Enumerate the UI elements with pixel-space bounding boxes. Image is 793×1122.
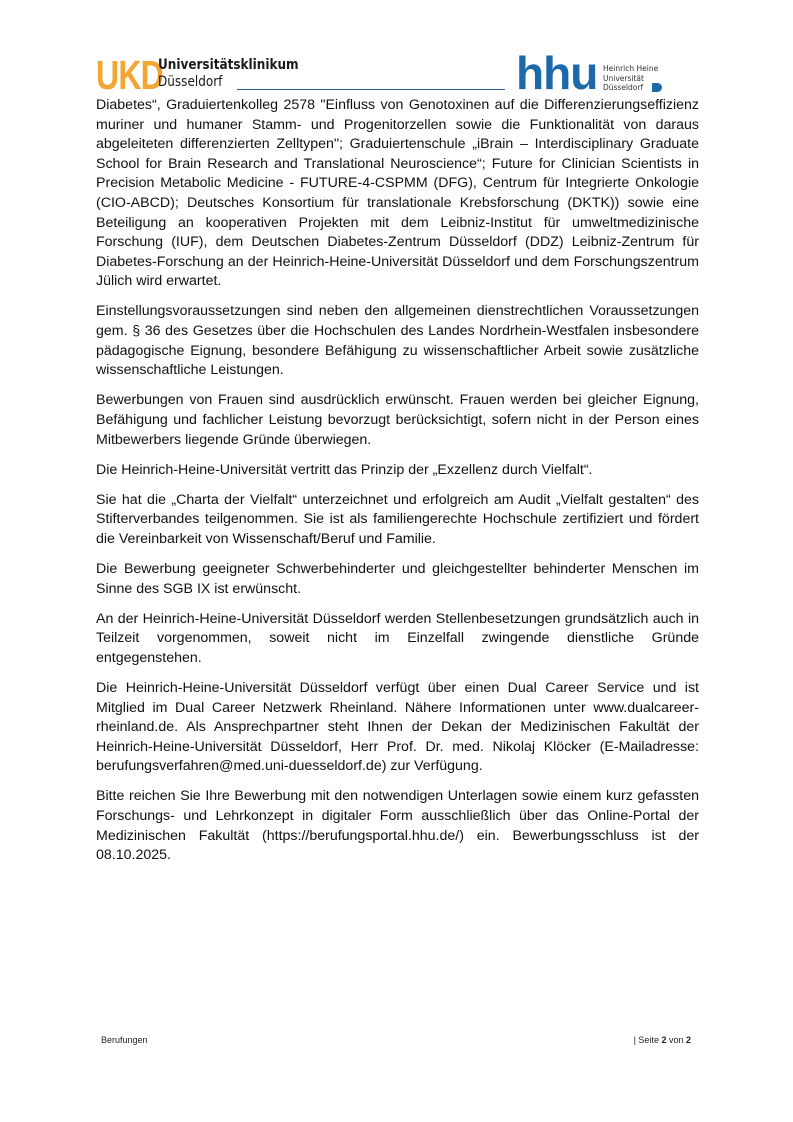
ukd-logo-name-line1: Universitätsklinikum: [158, 57, 299, 73]
page-number-current: 2: [661, 1035, 667, 1045]
hhu-logo-name-line2: Universität: [603, 73, 644, 83]
footer-section-label: Berufungen: [101, 1035, 148, 1045]
paragraph-research-collaborations: Diabetes“, Graduiertenkolleg 2578 "Einfluss von Genotoxinen auf die Differenzierungseffizienz muriner und humaner Stamm- und Progenitorzellen sowie die Funktionalität von daraus abgeleiteten differenzierten Zelltypen"; Graduiertenschule „iBrain – Interdisciplinary Graduate School for Brain Research and Translational Neuroscience“; Future for Clinician Scientists in Precision Metabolic Medicine - FUTURE-4-CSPMM (DFG), Centrum für Integrierte Onkologie (CIO-ABCD); Deutsches Konsortium für translationale Krebsforschung (DKTK)) sowie eine Beteiligung an kooperativen Projekten mit dem Leibniz-Institut für umweltmedizinische Forschung (IUF), dem Deutschen Diabetes-Zentrum Düsseldorf (DDZ) Leibniz-Zentrum für Diabetes-Forschung an der Heinrich-Heine-Universität Düsseldorf und dem Forschungszentrum Jülich wird erwartet.: [96, 97, 699, 290]
page-number-mid: von: [666, 1035, 686, 1045]
page-header: [0, 0, 793, 100]
document-body: [96, 96, 699, 876]
paragraph-requirements: Einstellungsvoraussetzungen sind neben den allgemeinen dienstrechtlichen Voraussetzungen gem. § 36 des Gesetzes über die Hochschulen des Landes Nordrhein-Westfalen insbesondere pädagogische Eignung, besondere Befähigung zu wissenschaftlicher Arbeit sowie zusätzliche wissenschaftliche Leistungen.: [96, 303, 699, 379]
hhu-logo-name: [603, 64, 658, 93]
ukd-logo-letters: UKD: [96, 52, 163, 98]
paragraph-diversity-principle: Die Heinrich-Heine-Universität vertritt das Prinzip der „Exzellenz durch Vielfalt“.: [96, 461, 593, 478]
hhu-logo-marker-icon: [652, 83, 662, 92]
page-number-prefix: | Seite: [633, 1035, 662, 1045]
paragraph-application-submission: Bitte reichen Sie Ihre Bewerbung mit den notwendigen Unterlagen sowie einem kurz gefassten Forschungs- und Lehrkonzept in digitaler Form ausschließlich über das Online-Portal der Medizinischen Fakultät (https://berufungsportal.hhu.de/) ein. Bewerbungsschluss ist der 08.10.2025.: [96, 788, 699, 864]
header-divider-line: [237, 89, 505, 90]
page-number: [634, 1034, 691, 1046]
page-number-total: 2: [685, 1035, 691, 1045]
ukd-logo-name: [158, 57, 299, 91]
paragraph-disabled-applicants: Die Bewerbung geeigneter Schwerbehinderter und gleichgestellter behinderter Menschen im Sinne des SGB IX ist erwünscht.: [96, 560, 699, 597]
paragraph-part-time: An der Heinrich-Heine-Universität Düsseldorf werden Stellenbesetzungen grundsätzlich auch in Teilzeit vorgenommen, soweit nicht im Einzelfall zwingende dienstliche Gründe entgegenstehen.: [96, 610, 699, 666]
paragraph-women-applications: Bewerbungen von Frauen sind ausdrücklich erwünscht. Frauen werden bei gleicher Eignung, Befähigung und fachlicher Leistung bevorzugt berücksichtigt, sofern nicht in der Person eines Mitbewerbers liegende Gründe überwiegen.: [96, 392, 699, 448]
hhu-logo-name-line1: Heinrich Heine: [603, 64, 659, 73]
paragraph-diversity-charter: Sie hat die „Charta der Vielfalt“ unterzeichnet und erfolgreich am Audit „Vielfalt gestalten“ des Stifterverbandes teilgenommen. Sie ist als familiengerechte Hochschule zertifiziert und fördert die Vereinbarkeit von Wissenschaft/Beruf und Familie.: [96, 491, 699, 547]
ukd-logo-name-line2: Düsseldorf: [158, 74, 223, 90]
hhu-logo-letters: hhu: [516, 47, 598, 99]
paragraph-dual-career: Die Heinrich-Heine-Universität Düsseldorf verfügt über einen Dual Career Service und ist Mitglied im Dual Career Netzwerk Rheinland. Nähere Informationen unter www.dualcareer-rheinland.de. Als Ansprechpartner steht Ihnen der Dekan der Medizinischen Fakultät der Heinrich-Heine-Universität Düsseldorf, Herr Prof. Dr. med. Nikolaj Klöcker (E-Mailadresse: berufungsverfahren@med.uni-duesseldorf.de) zur Verfügung.: [96, 679, 699, 775]
hhu-logo-name-line3: Düsseldorf: [603, 83, 644, 92]
